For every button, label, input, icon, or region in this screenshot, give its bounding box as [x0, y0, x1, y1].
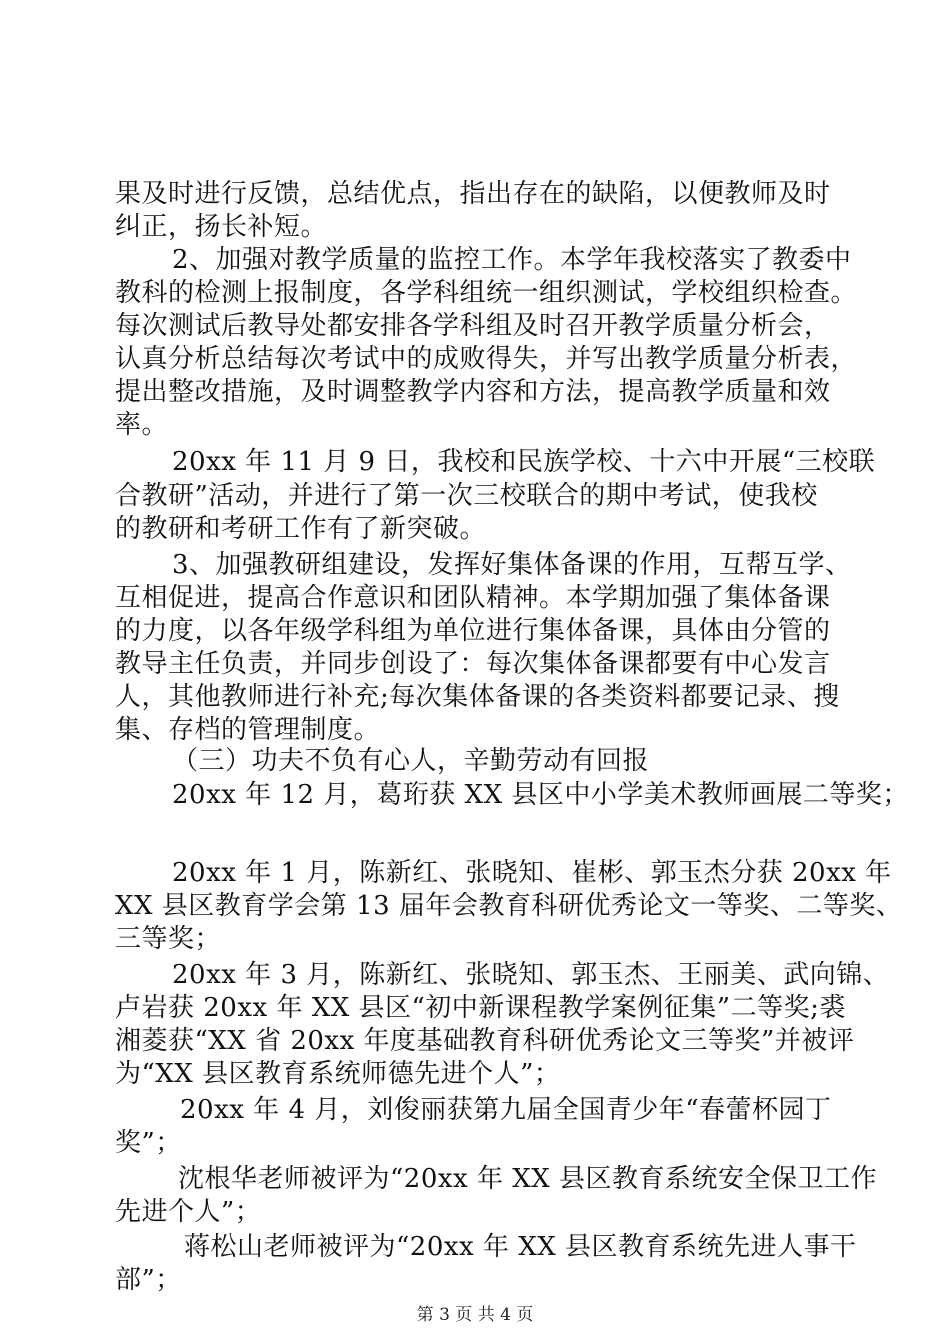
text-line: 三等奖； [115, 924, 222, 954]
text-line: 为“XX 县区教育系统师德先进个人”； [115, 1059, 561, 1089]
text-line: 互相促进，提高合作意识和团队精神。本学期加强了集体备课 [115, 583, 831, 613]
text-line: 沈根华老师被评为“20xx 年 XX 县区教育系统安全保卫工作 [178, 1164, 878, 1194]
text-line: 20xx 年 4 月，刘俊丽获第九届全国青少年“春蕾杯园丁 [180, 1095, 832, 1125]
text-line: 20xx 年 11 月 9 日，我校和民族学校、十六中开展“三校联 [172, 447, 876, 477]
text-line: 蒋松山老师被评为“20xx 年 XX 县区教育系统先进人事干 [184, 1232, 857, 1262]
text-line: 湘菱获“XX 省 20xx 年度基础教育科研优秀论文三等奖”并被评 [115, 1026, 855, 1056]
text-line: 教导主任负责，并同步创设了：每次集体备课都要有中心发言 [115, 649, 831, 679]
text-line: 果及时进行反馈，总结优点，指出存在的缺陷，以便教师及时 [115, 179, 831, 209]
text-line: 20xx 年 3 月，陈新红、张晓知、郭玉杰、王丽美、武向锦、 [172, 960, 890, 990]
text-line: 集、存档的管理制度。 [115, 715, 381, 745]
text-line: 纠正，扬长补短。 [115, 212, 328, 242]
text-line: 部”； [115, 1265, 182, 1295]
text-line: 教科的检测上报制度，各学科组统一组织测试，学校组织检查。 [115, 278, 858, 308]
text-line: 20xx 年 1 月，陈新红、张晓知、崔彬、郭玉杰分获 20xx 年 [172, 858, 892, 888]
text-line: XX 县区教育学会第 13 届年会教育科研优秀论文一等奖、二等奖、 [115, 891, 903, 921]
text-line: 人，其他教师进行补充;每次集体备课的各类资料都要记录、搜 [115, 682, 840, 712]
text-line: 的力度，以各年级学科组为单位进行集体备课，具体由分管的 [115, 616, 831, 646]
text-line: 20xx 年 12 月，葛珩获 XX 县区中小学美术教师画展二等奖； [172, 780, 909, 810]
text-line: 3、加强教研组建设，发挥好集体备课的作用，互帮互学、 [172, 550, 852, 580]
text-line: 每次测试后教导处都安排各学科组及时召开教学质量分析会， [115, 311, 831, 341]
section-heading: （三）功夫不负有心人，辛勤劳动有回报 [172, 746, 650, 776]
text-line: 先进个人”； [115, 1197, 262, 1227]
text-line: 认真分析总结每次考试中的成败得失，并写出教学质量分析表， [115, 344, 858, 374]
text-line: 率。 [115, 410, 169, 440]
text-line: 合教研”活动，并进行了第一次三校联合的期中考试，使我校 [115, 481, 818, 511]
text-line: 奖”； [115, 1128, 182, 1158]
text-line: 卢岩获 20xx 年 XX 县区“初中新课程教学案例征集”二等奖;裘 [115, 993, 846, 1023]
page-number-footer: 第 3 页 共 4 页 [416, 1305, 534, 1325]
text-line: 的教研和考研工作有了新突破。 [115, 514, 487, 544]
text-line: 2、加强对教学质量的监控工作。本学年我校落实了教委中 [172, 245, 852, 275]
text-line: 提出整改措施，及时调整教学内容和方法，提高教学质量和效 [115, 377, 831, 407]
